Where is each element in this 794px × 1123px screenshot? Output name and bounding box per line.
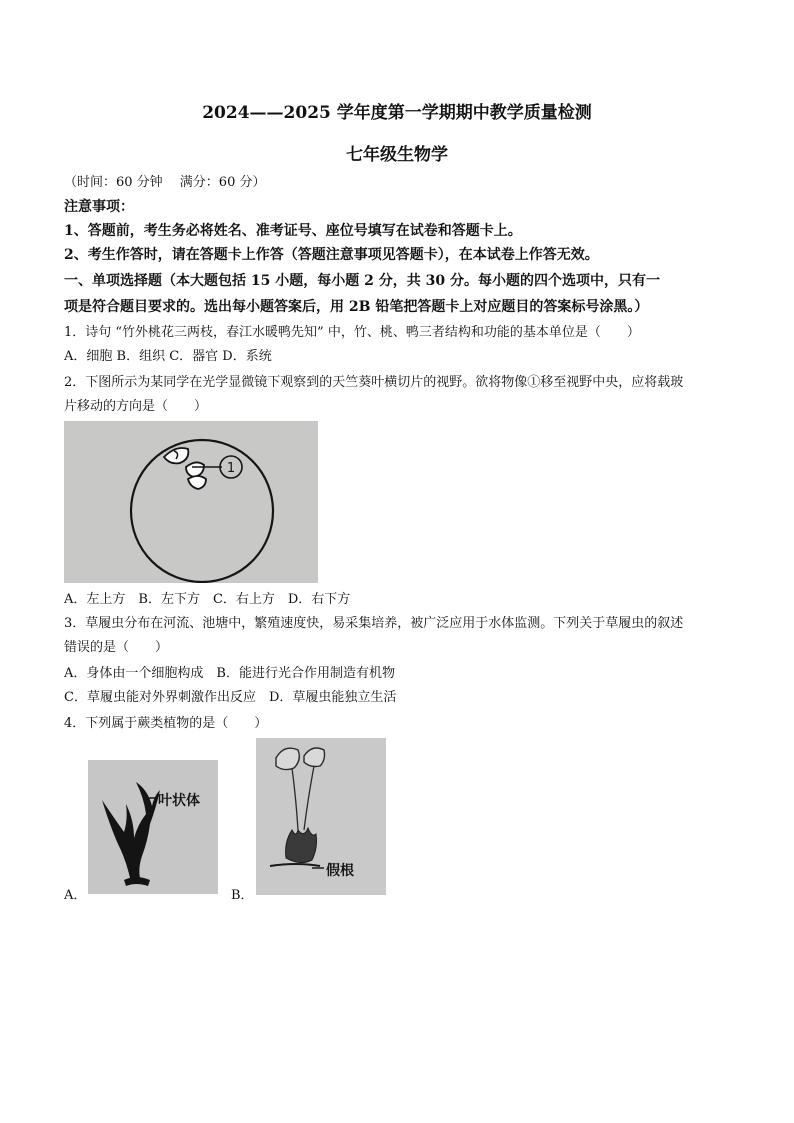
section-heading-line-1: 一、单项选择题（本大题包括 15 小题，每小题 2 分，共 30 分。每小题的四个选项中，只有一	[64, 273, 660, 289]
q1-stem: 1．诗句 “竹外桃花三两枝，春江水暖鸭先知” 中，竹、桃、鸭三者结构和功能的基本单位是（ ）	[64, 325, 640, 340]
q3-stem-line-1: 3．草履虫分布在河流、池塘中，繁殖速度快，易采集培养，被广泛应用于水体监测。下列关于草履虫的叙述	[64, 616, 684, 631]
q2-stem-line-2: 片移动的方向是（ ）	[64, 399, 208, 414]
q4-option-b-figure	[256, 738, 386, 895]
q4-option-a-figure	[88, 760, 218, 894]
q3-stem-line-2: 错误的是（ ）	[64, 640, 169, 655]
notice-heading: 注意事项：	[64, 199, 134, 215]
svg-text:1: 1	[226, 461, 236, 476]
exam-title: 2024——2025 学年度第一学期期中教学质量检测	[202, 103, 592, 123]
q3-options-line-1: A．身体由一个细胞构成 B．能进行光合作用制造有机物	[64, 666, 395, 681]
q2-stem-line-1: 2．下图所示为某同学在光学显微镜下观察到的天竺葵叶横切片的视野。欲将物像①移至视野中央，应将载玻	[64, 375, 684, 390]
q2-microscope-figure	[64, 421, 318, 583]
q1-options: A．细胞 B．组织 C．器官 D．系统	[64, 349, 272, 364]
section-heading-line-2: 项是符合题目要求的。选出每小题答案后，用 2B 铅笔把答题卡上对应题目的答案标号涂黑。）	[64, 299, 649, 315]
exam-meta: （时间：60 分钟 满分：60 分）	[64, 175, 266, 190]
q4-option-a-caption: 叶状体	[158, 793, 200, 809]
q4-stem: 4．下列属于蕨类植物的是（ ）	[64, 716, 268, 731]
notice-item-2: 2、考生作答时，请在答题卡上作答（答题注意事项见答题卡），在本试卷上作答无效。	[64, 247, 599, 263]
q4-option-b-label: B．	[231, 888, 254, 903]
exam-subtitle: 七年级生物学	[346, 145, 448, 165]
q4-option-a-label: A．	[64, 888, 87, 903]
q2-options: A．左上方 B．左下方 C．右上方 D．右下方	[64, 592, 351, 607]
q4-option-b-caption: 假根	[326, 863, 354, 879]
notice-item-1: 1、答题前，考生务必将姓名、准考证号、座位号填写在试卷和答题卡上。	[64, 223, 522, 239]
q3-options-line-2: C．草履虫能对外界刺激作出反应 D．草履虫能独立生活	[64, 690, 397, 705]
